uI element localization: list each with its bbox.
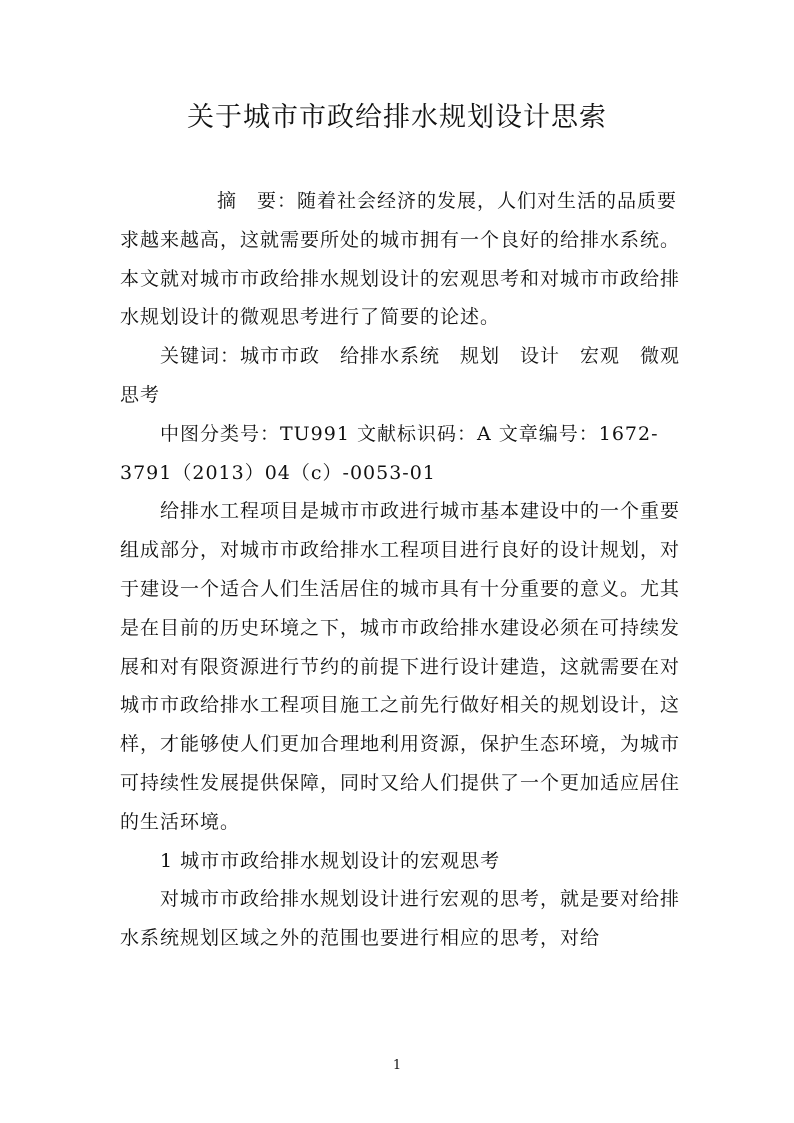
- document-body: [120, 182, 680, 958]
- document-title: 关于城市市政给排水规划设计思索: [187, 102, 607, 133]
- section-heading-1: 1 城市市政给排水规划设计的宏观思考: [160, 849, 501, 872]
- body-paragraph-2: 对城市市政给排水规划设计进行宏观的思考，就是要对给排水系统规划区域之外的范围也要进行相应的思考，对给: [120, 888, 681, 950]
- abstract-paragraph: 摘 要：随着社会经济的发展，人们对生活的品质要求越来越高，这就需要所处的城市拥有一个良好的给排水系统。本文就对城市市政给排水规划设计的宏观思考和对城市市政给排水规划设计的微观思考进行了简要的论述。: [120, 190, 681, 329]
- classification-paragraph: 中图分类号：TU991 文献标识码：A 文章编号：1672-3791（2013）04（c）-0053-01: [120, 422, 659, 484]
- keywords-paragraph: 关键词：城市市政 给排水系统 规划 设计 宏观 微观思考: [120, 345, 681, 406]
- body-paragraph-1: 给排水工程项目是城市市政进行城市基本建设中的一个重要组成部分，对城市市政给排水工程项目进行良好的设计规划，对于建设一个适合人们生活居住的城市具有十分重要的意义。尤其是在目前的历史环境之下，城市市政给排水建设必须在可持续发展和对有限资源进行节约的前提下进行设计建造，这就需要在对城市市政给排水工程项目施工之前先行做好相关的规划设计，这样，才能够使人们更加合理地利用资源，保护生态环境，为城市可持续性发展提供保障，同时又给人们提供了一个更加适应居住的生活环境。: [120, 500, 681, 833]
- page-number: 1: [392, 1058, 402, 1073]
